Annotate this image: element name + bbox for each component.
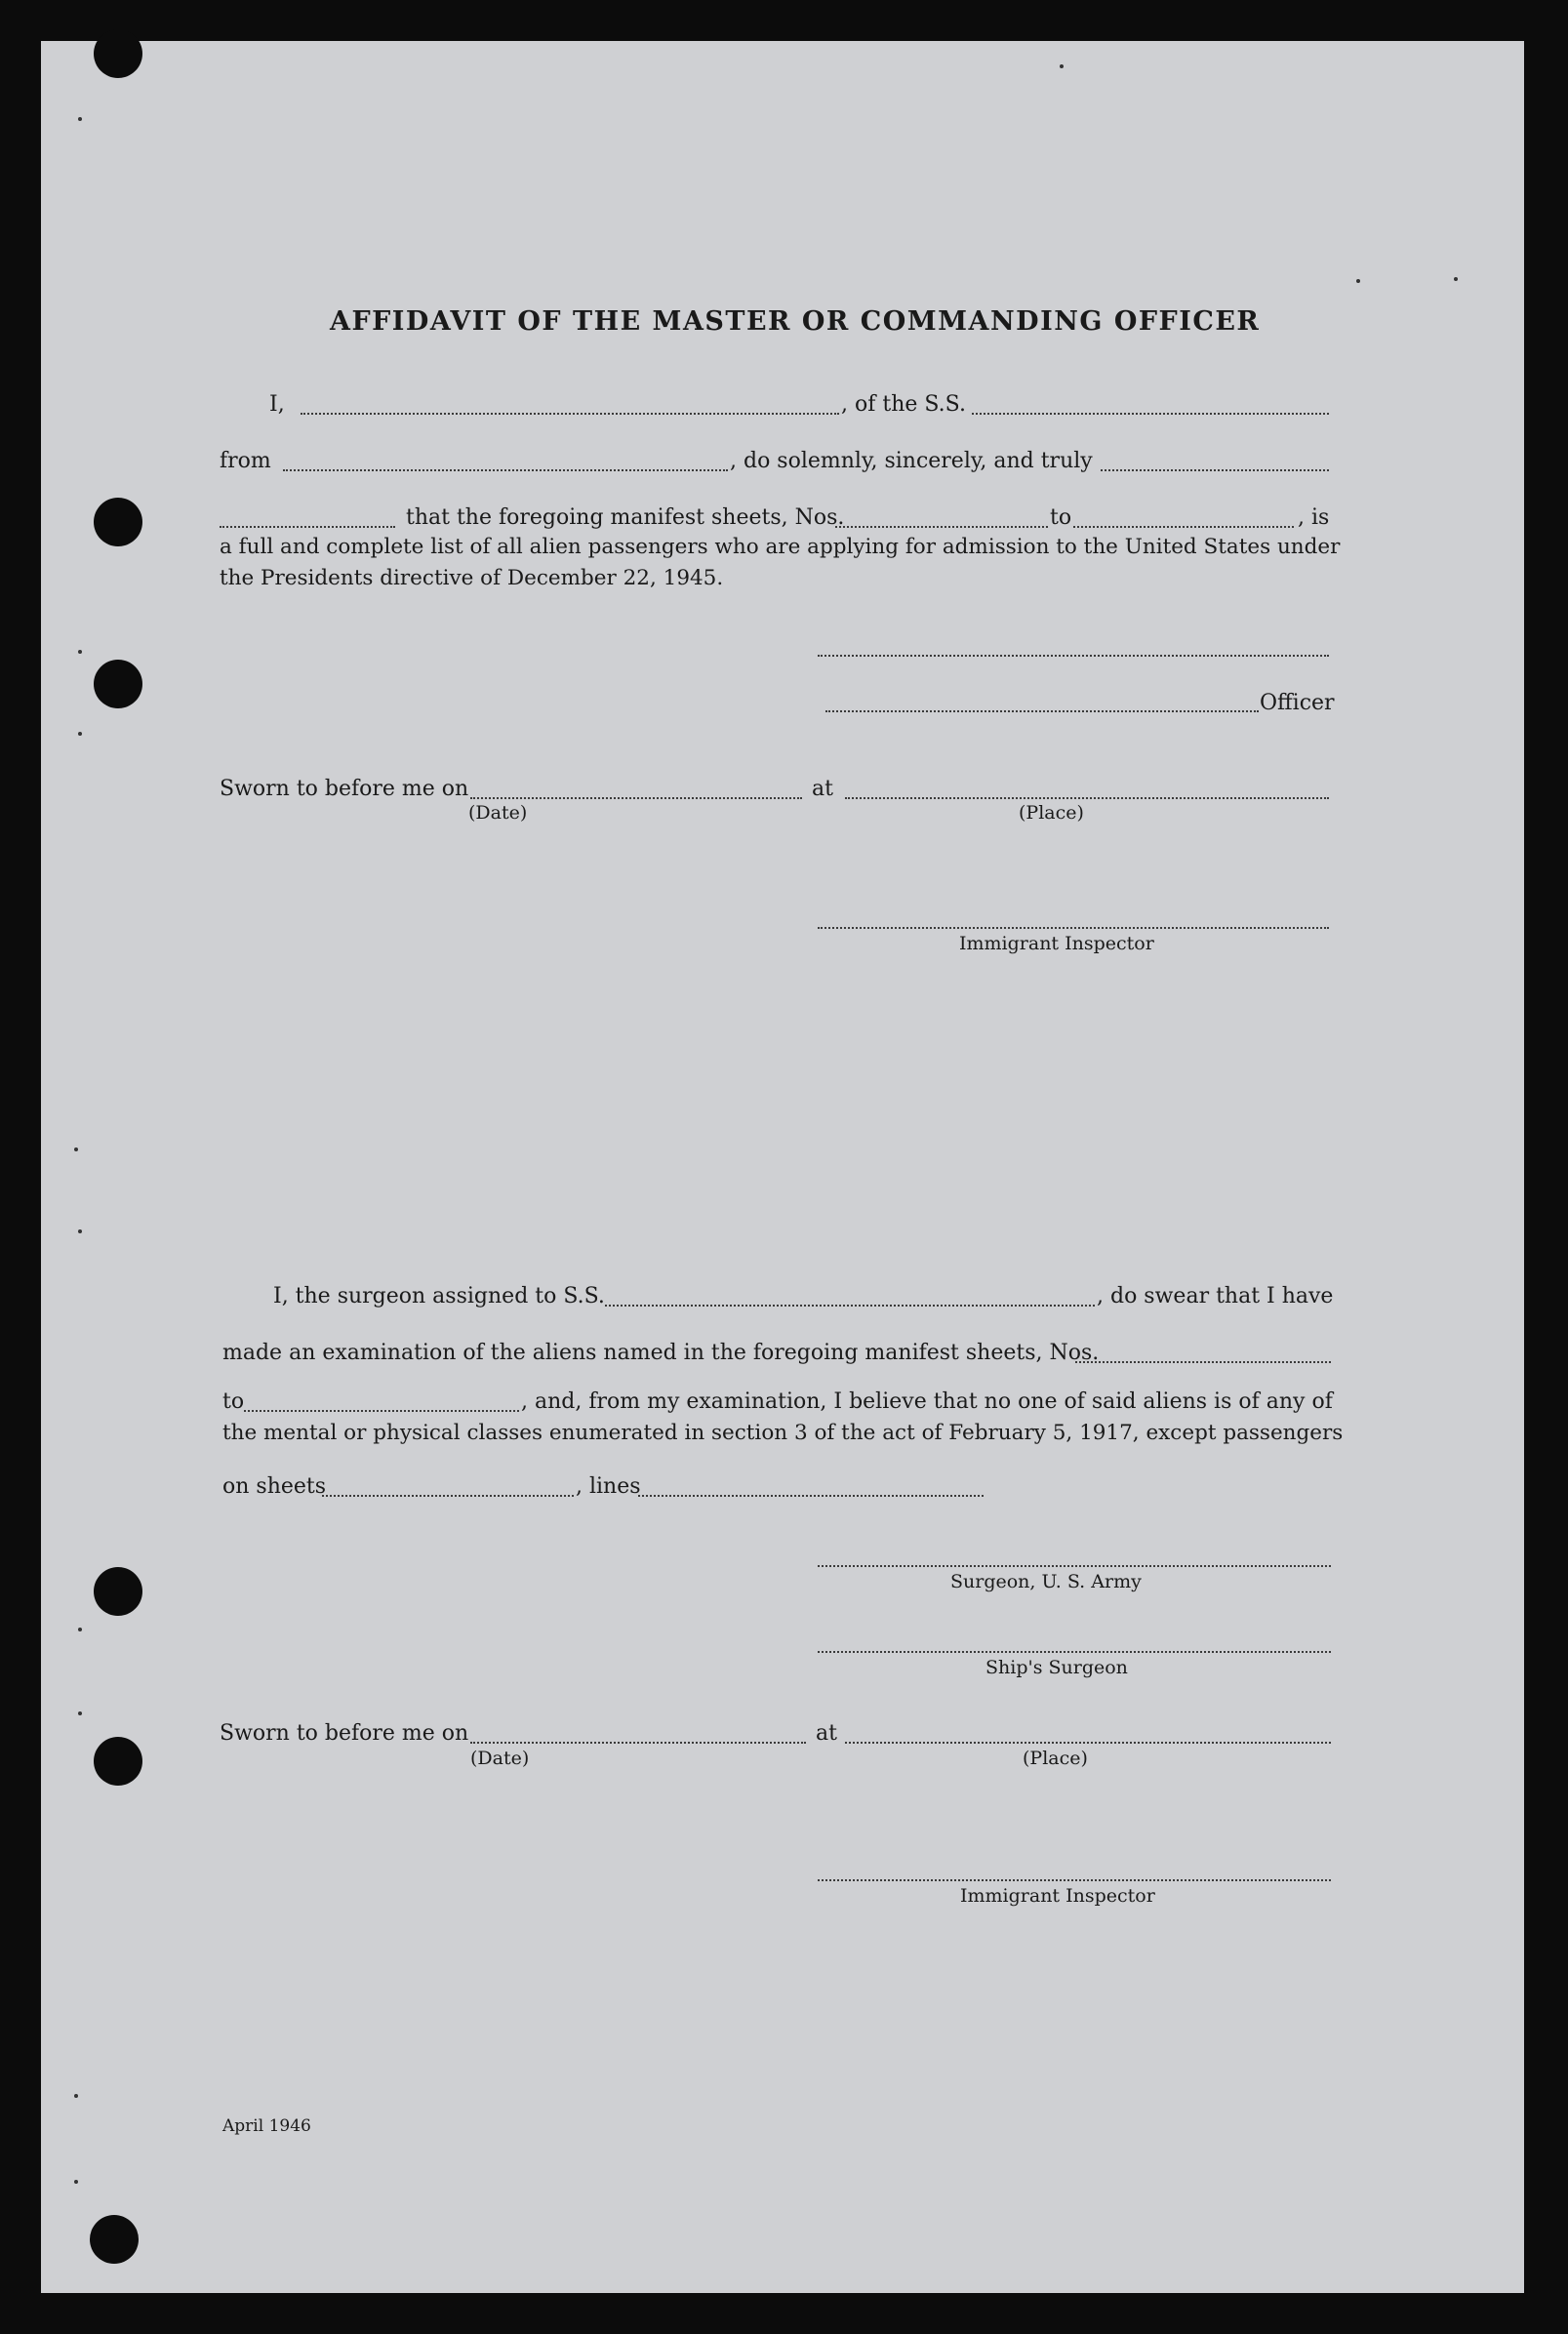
punch-hole [90,2215,139,2264]
punch-hole [94,498,142,546]
surgeon-line-3: , and, from my examination, I believe that no one of said aliens is of any of [521,1389,1333,1414]
surgeon-date-caption: (Date) [470,1748,530,1769]
surgeon-manifest-to-field[interactable] [244,1410,519,1412]
sworn-label: Sworn to before me on [220,777,469,801]
punch-hole [94,660,142,708]
army-surgeon-label: Surgeon, U. S. Army [950,1571,1142,1592]
oath-field[interactable] [1101,469,1329,471]
surgeon-inspector-label: Immigrant Inspector [960,1885,1155,1907]
master-signature-field[interactable] [818,655,1329,657]
army-surgeon-signature-field[interactable] [818,1565,1331,1567]
date-caption: (Date) [468,802,528,824]
surgeon-line-4: the mental or physical classes enumerated in section 3 of the act of February 5, 1917, except passengers [222,1421,1344,1445]
speck [78,732,82,736]
speck [78,117,82,121]
surgeon-line-2: made an examination of the aliens named in the foregoing manifest sheets, Nos. [222,1341,1100,1365]
officer-label: Officer [1260,691,1335,715]
form-date: April 1946 [222,2116,311,2136]
master-name-field[interactable] [301,413,839,415]
speck [74,2094,78,2098]
ship-surgeon-signature-field[interactable] [818,1651,1331,1653]
is-label: , is [1298,505,1330,530]
sheets-field[interactable] [322,1495,574,1497]
form-title: AFFIDAVIT OF THE MASTER OR COMMANDING OFFICER [330,306,1261,337]
sworn-date-field[interactable] [470,797,802,799]
officer-field[interactable] [825,710,1259,712]
surgeon-place-caption: (Place) [1023,1748,1088,1769]
speck [78,1229,82,1233]
speck [1356,279,1360,283]
speck [74,2180,78,2184]
punch-hole [94,1737,142,1786]
surgeon-line-1: I, the surgeon assigned to S.S. [273,1284,605,1308]
sworn-place-field[interactable] [845,797,1329,799]
place-caption: (Place) [1019,802,1084,824]
speck [78,1628,82,1631]
speck [74,1147,78,1151]
manifest-text: that the foregoing manifest sheets, Nos. [406,505,845,530]
speck [78,1711,82,1715]
surgeon-inspector-signature-field[interactable] [818,1879,1331,1881]
surgeon-line-1-end: , do swear that I have [1097,1284,1334,1308]
i-label: I, [269,392,285,417]
manifest-to-field[interactable] [1073,526,1294,528]
form-sheet [41,41,1524,2293]
surgeon-manifest-from-field[interactable] [1075,1361,1331,1363]
surgeon-sworn-label: Sworn to before me on [220,1721,469,1746]
master-ship-field[interactable] [972,413,1329,415]
lines-label: , lines [576,1474,641,1499]
speck [1454,277,1458,281]
sheets-label: on sheets [222,1474,327,1499]
surgeon-ship-field[interactable] [605,1305,1095,1307]
surgeon-to-label: to [222,1389,245,1414]
to-label: to [1050,505,1072,530]
manifest-from-field[interactable] [835,526,1048,528]
statement-line-2: the Presidents directive of December 22, 1945. [220,566,724,590]
inspector-label: Immigrant Inspector [959,933,1154,954]
speck [78,650,82,654]
ship-surgeon-label: Ship's Surgeon [985,1657,1128,1678]
punch-hole [94,29,142,78]
statement-line-1: a full and complete list of all alien passengers who are applying for admission to the United States under [220,535,1341,559]
speck [1060,64,1064,68]
punch-hole [94,1567,142,1616]
surgeon-sworn-date-field[interactable] [470,1742,806,1744]
from-label: from [220,449,271,473]
surgeon-at-label: at [816,1721,837,1746]
oath-field-cont[interactable] [220,526,395,528]
solemnly-text: , do solemnly, sincerely, and truly [730,449,1093,473]
at-label: at [812,777,833,801]
from-field[interactable] [283,469,728,471]
of-ss-label: , of the S.S. [841,392,966,417]
inspector-signature-field[interactable] [818,927,1329,929]
surgeon-sworn-place-field[interactable] [845,1742,1331,1744]
lines-field[interactable] [638,1495,984,1497]
